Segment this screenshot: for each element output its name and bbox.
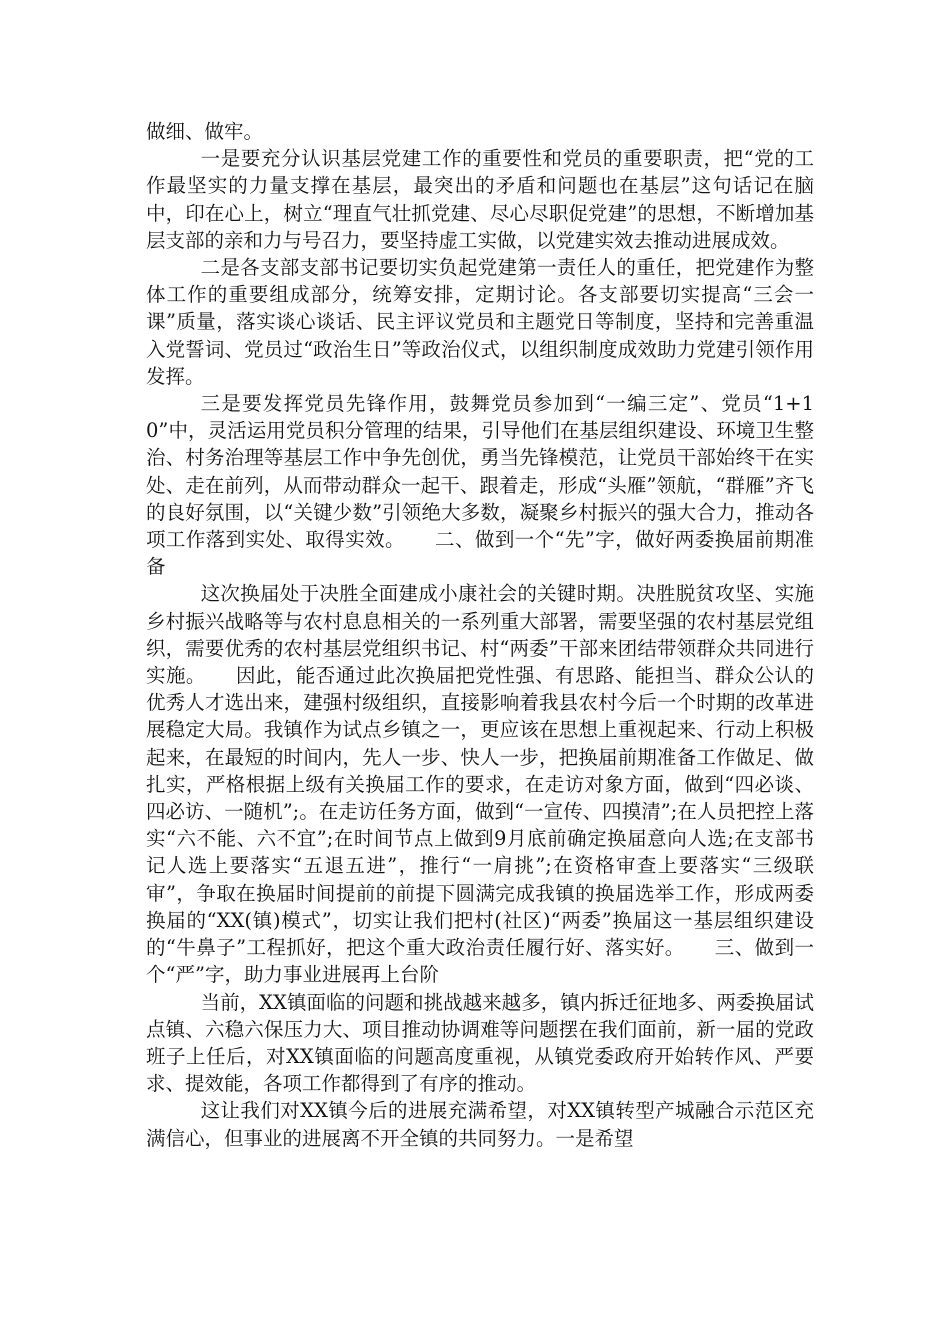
paragraph-point-one: 一是要充分认识基层党建工作的重要性和党员的重要职责，把“党的工作最坚实的力量支撑在基层，最突出的矛盾和问题也在基层”这句话记在脑中，印在心上，树立“理直气壮抓党建、尽心尽职促党建”的思想，不断增加基层支部的亲和力与号召力，要坚持虚工实做，以党建实效去推动进展成效。 — [146, 147, 814, 252]
paragraph-election-prep: 这次换届处于决胜全面建成小康社会的关键时期。决胜脱贫攻坚、实施乡村振兴战略等与农村息息相关的一系列重大部署，需要坚强的农村基层党组织，需要优秀的农村基层党组织书记、村“两委”干部来团结带领群众共同进行实施。 因此，能否通过此次换届把党性强、有思路、能担当、群众公认的优秀人才选出来，建强村级组织，直接影响着我县农村今后一个时期的改革进展稳定大局。我镇作为试点乡镇之一，更应该在思想上重视起来、行动上积极起来，在最短的时间内，先人一步、快人一步，把换届前期准备工作做足、做扎实，严格根据上级有关换届工作的要求，在走访对象方面，做到“四必谈、四必访、一随机”;。在走访任务方面，做到“一宣传、四摸清”;在人员把控上落实“六不能、六不宜”;在时间节点上做到9月底前确定换届意向人选;在支部书记人选上要落实“五退五进”，推行“一肩挑”;在资格审查上要落实“三级联审”，争取在换届时间提前的前提下圆满完成我镇的换届选举工作，形成两委换届的“XX(镇)模式”，切实让我们把村(社区)“两委”换届这一基层组织建设的“牛鼻子”工程抓好，把这个重大政治责任履行好、落实好。 三、做到一个“严”字，助力事业进展再上台阶 — [146, 582, 814, 987]
paragraph-point-two: 二是各支部支部书记要切实负起党建第一责任人的重任，把党建作为整体工作的重要组成部分，统筹安排，定期讨论。各支部要切实提高“三会一课”质量，落实谈心谈话、民主评议党员和主题党日等制度，坚持和完善重温入党誓词、党员过“政治生日”等政治仪式，以组织制度成效助力党建引领作用发挥。 — [146, 256, 814, 388]
paragraph-point-three: 三是要发挥党员先锋作用，鼓舞党员参加到“一编三定”、党员“1+10”中，灵活运用党员积分管理的结果，引导他们在基层组织建设、环境卫生整治、村务治理等基层工作中争先创优，勇当先锋模范，让党员干部始终干在实处、走在前列，从而带动群众一起干、跟着走，形成“头雁”领航，“群雁”齐飞的良好氛围，以“关键少数”引领绝大多数，凝聚乡村振兴的强大合力，推动各项工作落到实处、取得实效。 二、做到一个“先”字，做好两委换届前期准备 — [146, 392, 814, 579]
paragraph-current-challenges: 当前，XX镇面临的问题和挑战越来越多，镇内拆迁征地多、两委换届试点镇、六稳六保压力大、项目推动协调难等问题摆在我们面前，新一届的党政班子上任后，对XX镇面临的问题高度重视，从镇党委政府开始转作风、严要求、提效能，各项工作都得到了有序的推动。 — [146, 990, 814, 1096]
paragraph-continuation: 做细、做牢。 — [146, 120, 264, 143]
paragraph-outlook: 这让我们对XX镇今后的进展充满希望，对XX镇转型产城融合示范区充满信心，但事业的进展离不开全镇的共同努力。一是希望 — [146, 1099, 814, 1150]
document-body — [146, 118, 814, 1152]
